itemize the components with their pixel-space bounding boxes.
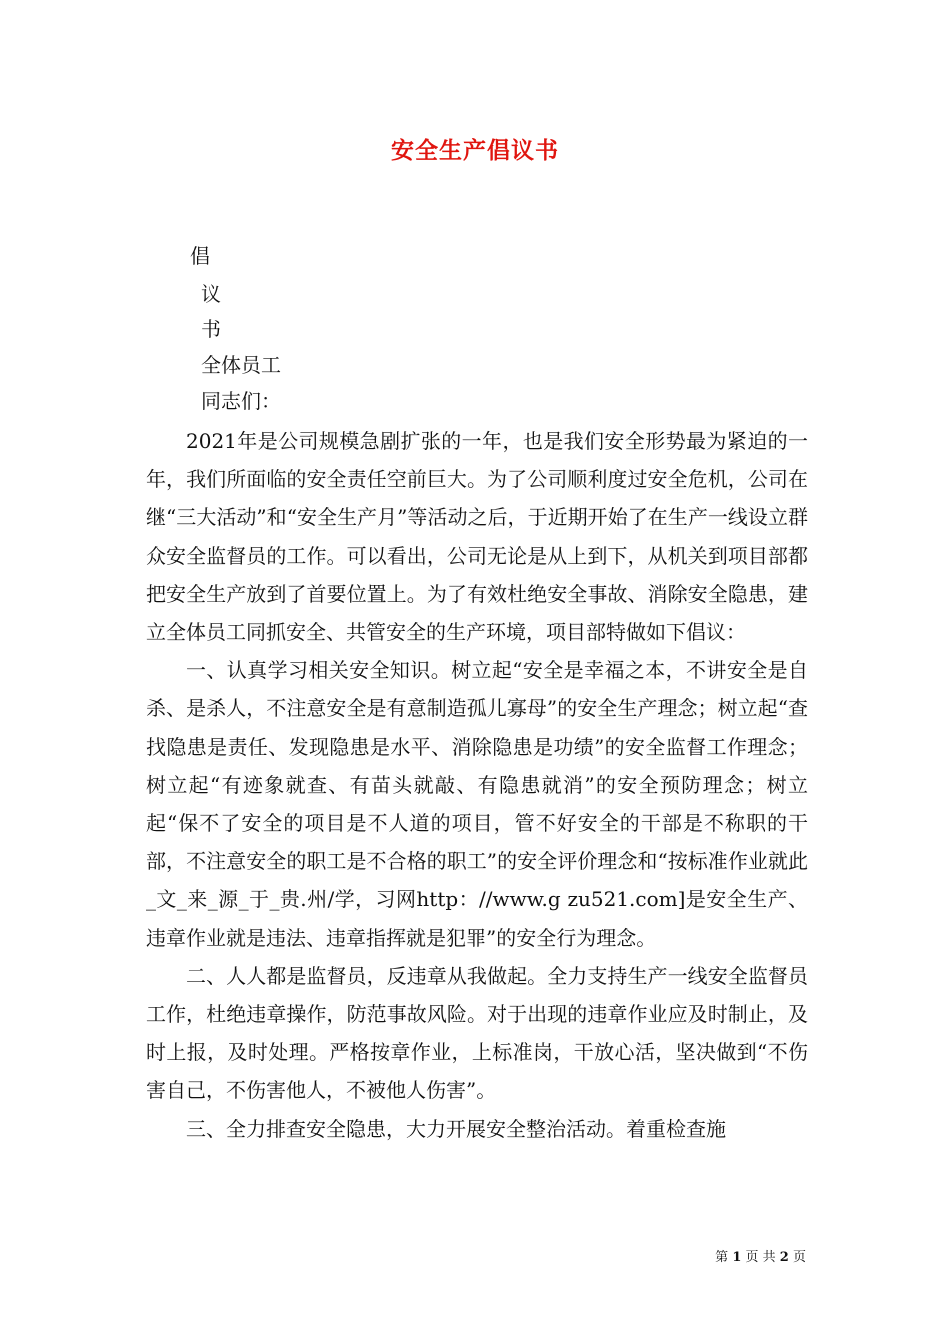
paragraph-item-3: 三、全力排查安全隐患，大力开展安全整治活动。着重检查施 — [186, 1116, 726, 1141]
footer-middle: 页 共 — [745, 1250, 776, 1265]
heading-line-1: 倡 — [190, 244, 210, 268]
page-number-footer — [715, 1246, 806, 1265]
footer-prefix: 第 — [715, 1250, 729, 1265]
document-body — [146, 422, 808, 1148]
footer-total-pages: 2 — [779, 1250, 789, 1265]
footer-current-page: 1 — [732, 1250, 742, 1265]
salutation-recipient: 全体员工 — [201, 353, 281, 377]
document-title: 安全生产倡议书 — [391, 138, 559, 164]
heading-line-2: 议 — [201, 282, 221, 306]
heading-line-3: 书 — [201, 317, 221, 341]
footer-suffix: 页 — [792, 1250, 806, 1265]
paragraph-item-2: 二、人人都是监督员，反违章从我做起。全力支持生产一线安全监督员工作，杜绝违章操作，防范事故风险。对于出现的违章作业应及时制止，及时上报，及时处理。严格按章作业，上标准岗，干放心活，坚决做到“不伤害自己，不伤害他人，不被他人伤害”。 — [146, 963, 808, 1103]
paragraph-intro: 2021年是公司规模急剧扩张的一年，也是我们安全形势最为紧迫的一年，我们所面临的安全责任空前巨大。为了公司顺利度过安全危机，公司在继“三大活动”和“安全生产月”等活动之后，于近期开始了在生产一线设立群众安全监督员的工作。可以看出，公司无论是从上到下，从机关到项目部都把安全生产放到了首要位置上。为了有效杜绝安全事故、消除安全隐患，建立全体员工同抓安全、共管安全的生产环境，项目部特做如下倡议： — [146, 429, 808, 645]
paragraph-item-1: 一、认真学习相关安全知识。树立起“安全是幸福之本，不讲安全是自杀、是杀人，不注意安全是有意制造孤儿寡母”的安全生产理念；树立起“查找隐患是责任、发现隐患是水平、消除隐患是功绩”的安全监督工作理念；树立起“有迹象就查、有苗头就敲、有隐患就消”的安全预防理念；树立起“保不了安全的项目是不人道的项目，管不好安全的干部是不称职的干部，不注意安全的职工是不合格的职工”的安全评价理念和“按标准作业就此_文_来_源_于_贵.州/学，习网http：//www.g zu521.com]是安全生产、违章作业就是违法、违章指挥就是犯罪”的安全行为理念。 — [146, 658, 808, 950]
salutation-greeting: 同志们： — [201, 389, 281, 413]
